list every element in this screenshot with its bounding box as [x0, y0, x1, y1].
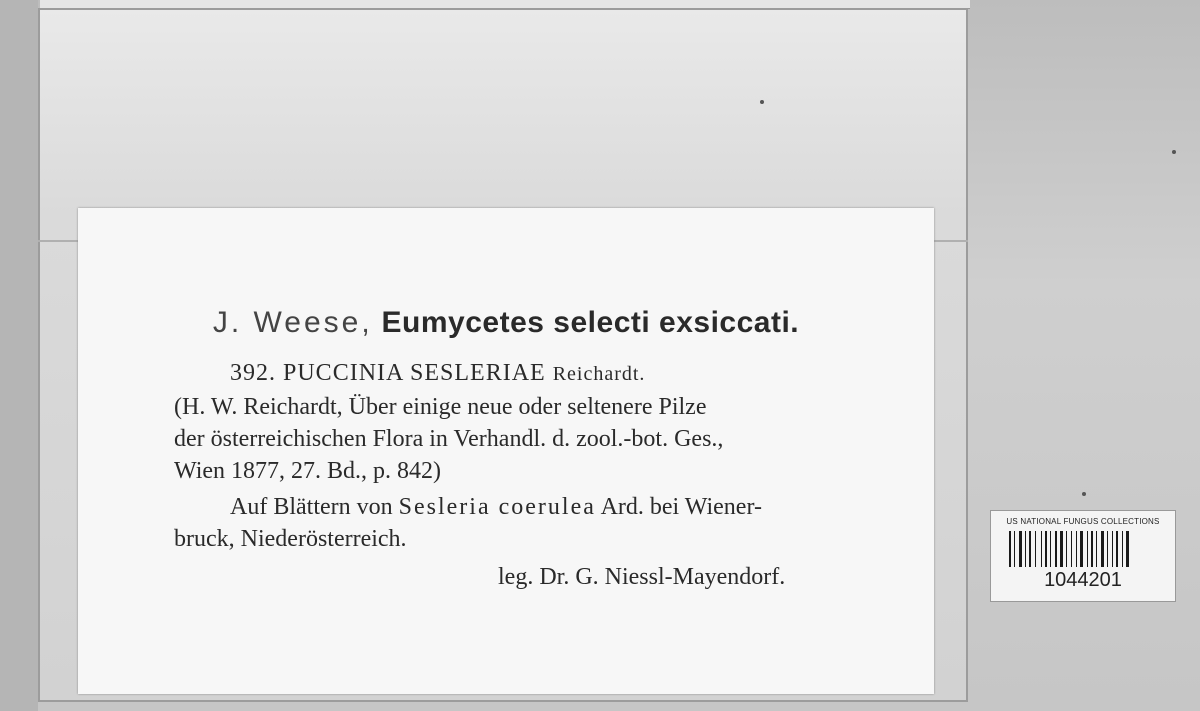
title-author: J. Weese, [212, 306, 373, 339]
label-title [78, 306, 934, 340]
barcode-icon [1009, 531, 1159, 567]
reference-line-2: der österreichischen Flora in Verhandl. d. zool.-bot. Ges., [174, 426, 724, 452]
reference-line-1: (H. W. Reichardt, Über einige neue oder seltenere Pilze [174, 394, 707, 420]
species-line [230, 360, 645, 387]
host-suffix: Ard. bei Wiener- [600, 494, 762, 520]
collector-line: leg. Dr. G. Niessl-Mayendorf. [498, 564, 786, 590]
host-line-2: bruck, Niederösterreich. [174, 526, 407, 552]
paper-speck [1172, 150, 1176, 154]
reference-line-3: Wien 1877, 27. Bd., p. 842) [174, 458, 442, 484]
host-line-1 [230, 494, 762, 521]
species-number: 392. [230, 360, 276, 386]
host-species: Sesleria coerulea [398, 494, 596, 520]
sheet-left-edge [0, 0, 38, 711]
specimen-label [78, 208, 934, 694]
species-name: PUCCINIA SESLERIAE [283, 360, 546, 386]
host-prefix: Auf Blättern von [230, 494, 393, 520]
paper-speck [760, 100, 764, 104]
barcode-label [990, 510, 1176, 602]
barcode-number: 1044201 [1044, 569, 1122, 591]
title-series: Eumycetes selecti exsiccati. [381, 306, 800, 339]
species-authority: Reichardt. [552, 363, 646, 385]
barcode-header: US NATIONAL FUNGUS COLLECTIONS [1006, 517, 1160, 526]
paper-speck [1082, 492, 1086, 496]
